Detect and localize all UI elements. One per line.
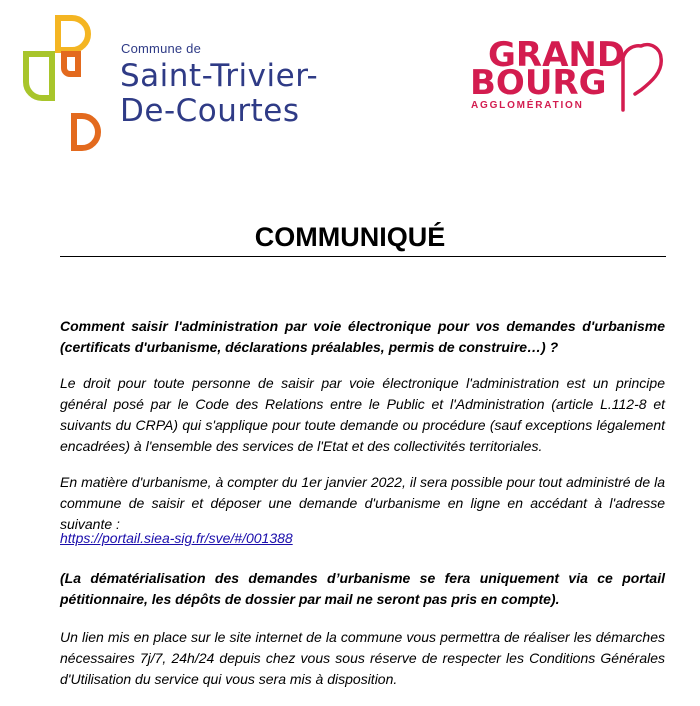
paragraph-urbanism: En matière d'urbanisme, à compter du 1er janvier 2022, il sera possible pour tout administré de la commune de saisir et déposer une demande d'urbanisme en ligne en accédant à l'adresse suivante : bbox=[60, 474, 665, 532]
logo-word-grand: GRAND bbox=[488, 35, 626, 75]
notice-dematerialisation: (La dématérialisation des demandes d’urbanisme se fera uniquement via ce portail pétitionnaire, les dépôts de dossier par mail ne seront pas pris en compte). bbox=[60, 570, 665, 607]
commune-logo bbox=[22, 14, 322, 154]
logo-word-agglomeration: AGGLOMÉRATION bbox=[471, 100, 584, 111]
heart-icon bbox=[615, 38, 665, 112]
commune-small-label: Commune de bbox=[121, 41, 202, 56]
paragraph-website-link: Un lien mis en place sur le site internet de la commune vous permettra de réaliser les démarches nécessaires 7j/7, 24h/24 depuis chez vous sous réserve de respecter les Conditions Générales d'Utilisation du service qui vous sera mis à disposition. bbox=[60, 629, 665, 687]
title-underline bbox=[60, 256, 666, 257]
portal-link[interactable]: https://portail.siea-sig.fr/sve/#/001388 bbox=[60, 530, 293, 546]
paragraph-rights: Le droit pour toute personne de saisir par voie électronique l'administration est un principe général posé par le Code des Relations entre le Public et l'Administration (article L.112-8 et suivants du CRPA) qui s'applique pour toute demande ou procédure (sauf exceptions légalement encadrées) à l'ensemble des services de l'Etat et des collectivités territoriales. bbox=[60, 375, 665, 454]
grand-bourg-logo bbox=[468, 36, 673, 116]
page-title: COMMUNIQUÉ bbox=[254, 222, 446, 252]
commune-logo-shapes bbox=[22, 14, 112, 154]
commune-name-line1: Saint-Trivier- bbox=[120, 58, 319, 94]
question-heading: Comment saisir l'administration par voie électronique pour vos demandes d'urbanisme (certificats d'urbanisme, déclarations préalables, permis de construire…) ? bbox=[60, 318, 665, 355]
logo-word-bourg: BOURG bbox=[470, 63, 607, 103]
commune-name-line2: De-Courtes bbox=[120, 93, 300, 129]
